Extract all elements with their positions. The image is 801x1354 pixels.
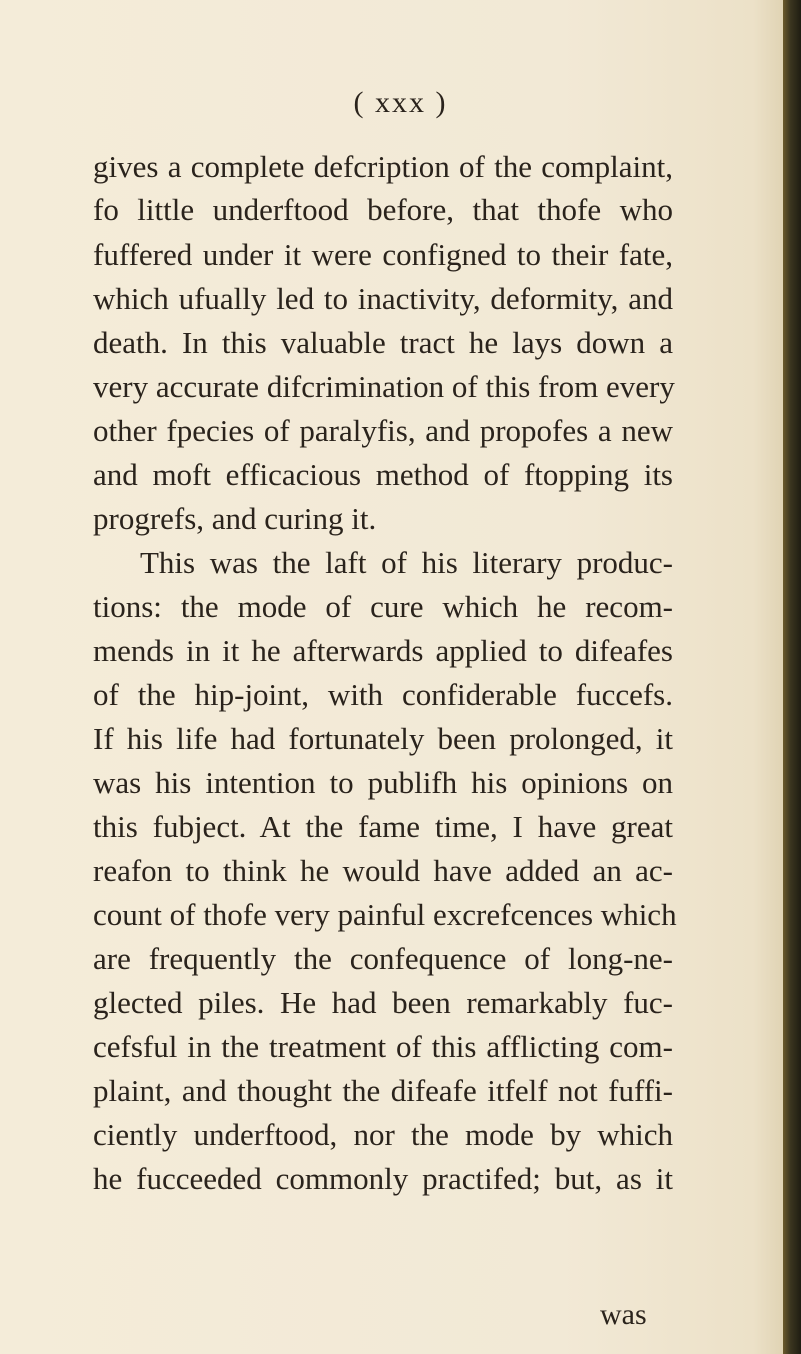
book-spine-edge bbox=[783, 0, 801, 1354]
text-line-5: death. In this valuable tract he lays down a bbox=[93, 325, 673, 360]
text-line-2: fo little underftood before, that thofe who bbox=[93, 192, 673, 227]
text-line-21: cefsful in the treatment of this afflicting com- bbox=[93, 1029, 673, 1064]
text-line-10: This was the laft of his literary produc- bbox=[140, 545, 673, 580]
text-line-9: progrefs, and curing it. bbox=[93, 501, 377, 536]
text-line-7: other fpecies of paralyfis, and propofes a new bbox=[93, 413, 673, 448]
text-line-14: If his life had fortunately been prolonged, it bbox=[93, 721, 673, 756]
text-line-17: reafon to think he would have added an ac- bbox=[93, 853, 673, 888]
text-line-3: fuffered under it were configned to their fate, bbox=[93, 237, 673, 272]
page-number-header: ( xxx ) bbox=[353, 86, 448, 119]
text-line-20: glected piles. He had been remarkably fuc- bbox=[93, 985, 673, 1020]
text-line-22: plaint, and thought the difeafe itfelf not fuffi- bbox=[93, 1073, 673, 1108]
catchword: was bbox=[600, 1298, 647, 1331]
text-line-24: he fucceeded commonly practifed; but, as it bbox=[93, 1161, 673, 1196]
text-line-18: count of thofe very painful excrefcences which bbox=[93, 897, 677, 932]
text-line-19: are frequently the confequence of long-ne- bbox=[93, 941, 673, 976]
text-line-15: was his intention to publifh his opinions on bbox=[93, 765, 673, 800]
text-line-23: ciently underftood, nor the mode by which bbox=[93, 1117, 673, 1152]
text-line-12: mends in it he afterwards applied to difeafes bbox=[93, 633, 673, 668]
text-line-16: this fubject. At the fame time, I have great bbox=[93, 809, 673, 844]
text-line-13: of the hip-joint, with confiderable fuccefs. bbox=[93, 677, 673, 712]
text-line-1: gives a complete defcription of the complaint, bbox=[93, 149, 673, 184]
text-line-4: which ufually led to inactivity, deformity, and bbox=[93, 281, 673, 316]
text-line-8: and moft efficacious method of ftopping its bbox=[93, 457, 673, 492]
text-line-11: tions: the mode of cure which he recom- bbox=[93, 589, 673, 624]
text-line-6: very accurate difcrimination of this from every bbox=[93, 369, 675, 404]
